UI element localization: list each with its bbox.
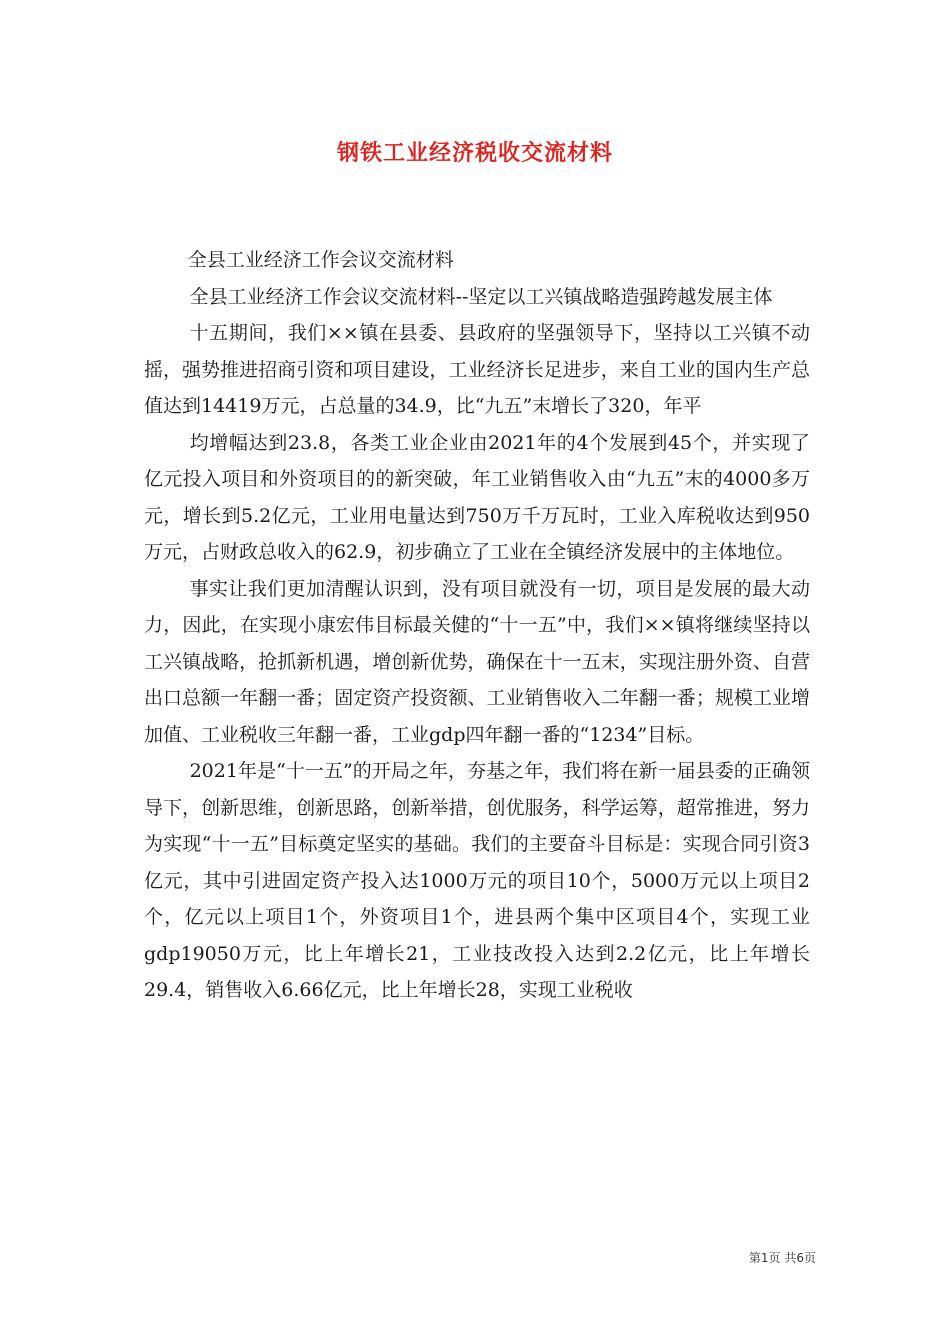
paragraph-text: 2021年是“十一五”的开局之年，夯基之年，我们将在新一届县委的正确领导下，创新思维，创新思路，创新举措，创优服务，科学运筹，超常推进，努力为实现“十一五”目标奠定坚实的基础。我们的主要奋斗目标是：实现合同引资3亿元，其中引进固定资产投入达1000万元的项目10个，5000万元以上项目2个，亿元以上项目1个，外资项目1个，进县两个集中区项目4个，实现工业gdp19050万元，比上年增长21，工业技改投入达到2.2亿元，比上年增长29.4，销售收入6.66亿元，比上年增长28，实现工业税收 (144, 760, 810, 1001)
paragraph-text: 均增幅达到23.8，各类工业企业由2021年的4个发展到45个，并实现了亿元投入项目和外资项目的的新突破，年工业销售收入由“九五”末的4000多万元，增长到5.2亿元，工业用电量达到750万千万瓦时，工业入库税收达到950万元，占财政总收入的62.9，初步确立了工业在全镇经济发展中的主体地位。 (144, 431, 810, 563)
paragraph-subtitle: 全县工业经济工作会议交流材料 (187, 249, 454, 271)
document-title: 钢铁工业经济税收交流材料 (336, 140, 613, 166)
document-body (144, 242, 810, 1009)
paragraph-text: 事实让我们更加清醒认识到，没有项目就没有一切，项目是发展的最大动力，因此，在实现小康宏伟目标最关健的“十一五”中，我们××镇将继续坚持以工兴镇战略，抢抓新机遇，增创新优势，确保在十一五末，实现注册外资、自营出口总额一年翻一番；固定资产投资额、工业销售收入二年翻一番；规模工业增加值、工业税收三年翻一番，工业gdp四年翻一番的“1234”目标。 (144, 577, 810, 746)
paragraph-heading: 全县工业经济工作会议交流材料--坚定以工兴镇战略造强跨越发展主体 (189, 285, 773, 308)
paragraph-text: 十五期间，我们××镇在县委、县政府的坚强领导下，坚持以工兴镇不动摇，强势推进招商引资和项目建设，工业经济长足进步，来自工业的国内生产总值达到14419万元，占总量的34.9，比“九五”末增长了320，年平 (144, 322, 810, 417)
page-number: 第1页 共6页 (748, 1251, 816, 1265)
